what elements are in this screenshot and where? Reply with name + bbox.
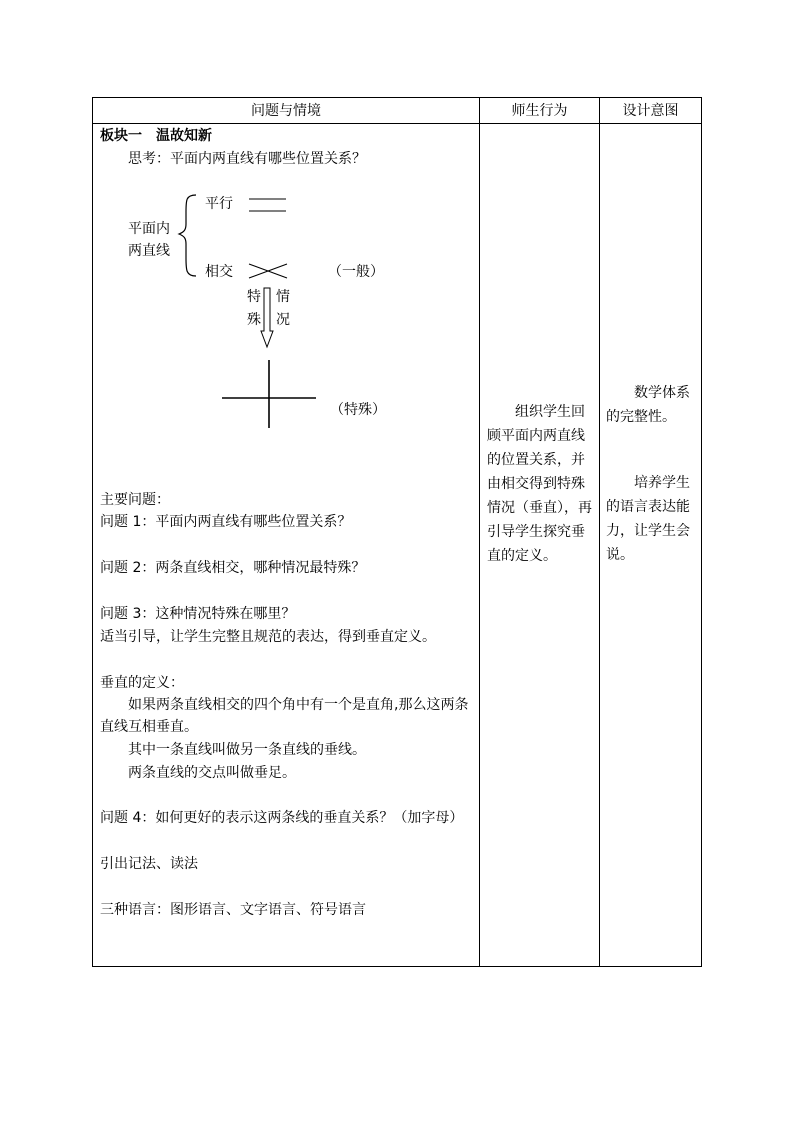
header-design-intent: 设计意图: [622, 103, 679, 119]
question-3: 问题 3：这种情况特殊在哪里？: [100, 606, 296, 622]
design-intent-block: [606, 381, 699, 567]
question-1: 问题 1：平面内两直线有哪些位置关系？: [100, 514, 352, 530]
header-questions-situation: 问题与情境: [251, 103, 321, 119]
curly-brace: [179, 195, 196, 276]
definition-line-1: 如果两条直线相交的四个角中有一个是直角,那么这两条: [128, 697, 469, 713]
notation-text: 引出记法、读法: [100, 856, 198, 872]
diagram-char-kuang: 况: [276, 312, 290, 328]
diagram-char-shu: 殊: [247, 312, 261, 328]
section-title: 板块一 温故知新: [100, 128, 212, 144]
guide-text: 适当引导，让学生完整且规范的表达，得到垂直定义。: [100, 629, 436, 645]
definition-line-4: 两条直线的交点叫做垂足。: [128, 765, 296, 781]
diagram-label-two-lines: 两直线: [128, 243, 170, 259]
hollow-down-arrow: [261, 288, 273, 347]
diagram-label-intersect: 相交: [205, 264, 233, 280]
question-2: 问题 2：两条直线相交，哪种情况最特殊？: [100, 560, 366, 576]
header-teacher-student-behavior: 师生行为: [511, 103, 568, 119]
three-languages-text: 三种语言：图形语言、文字语言、符号语言: [100, 902, 366, 918]
diagram-label-general: （一般）: [328, 264, 384, 280]
diagram-label-plane: 平面内: [128, 221, 170, 237]
definition-line-2: 直线互相垂直。: [100, 719, 198, 735]
definition-line-3: 其中一条直线叫做另一条直线的垂线。: [128, 742, 366, 758]
diagram-label-parallel: 平行: [205, 196, 233, 212]
design-intent-para-2: 培养学生的语言表达能力，让学生会说。: [606, 475, 690, 563]
definition-title: 垂直的定义：: [100, 675, 184, 691]
main-questions-label: 主要问题：: [100, 492, 170, 508]
think-question: 思考：平面内两直线有哪些位置关系？: [128, 151, 366, 167]
teacher-student-behavior-text: 组织学生回顾平面内两直线的位置关系，并由相交得到特殊情况（垂直），再引导学生探究垂直的定义。: [487, 404, 592, 564]
diagram-char-te: 特: [247, 289, 261, 305]
question-4: 问题 4：如何更好的表示这两条线的垂直关系？（加字母）: [100, 810, 464, 826]
diagram-char-qing: 情: [276, 289, 290, 305]
design-intent-para-1: 数学体系的完整性。: [606, 385, 690, 425]
diagram-label-special: （特殊）: [330, 402, 386, 418]
